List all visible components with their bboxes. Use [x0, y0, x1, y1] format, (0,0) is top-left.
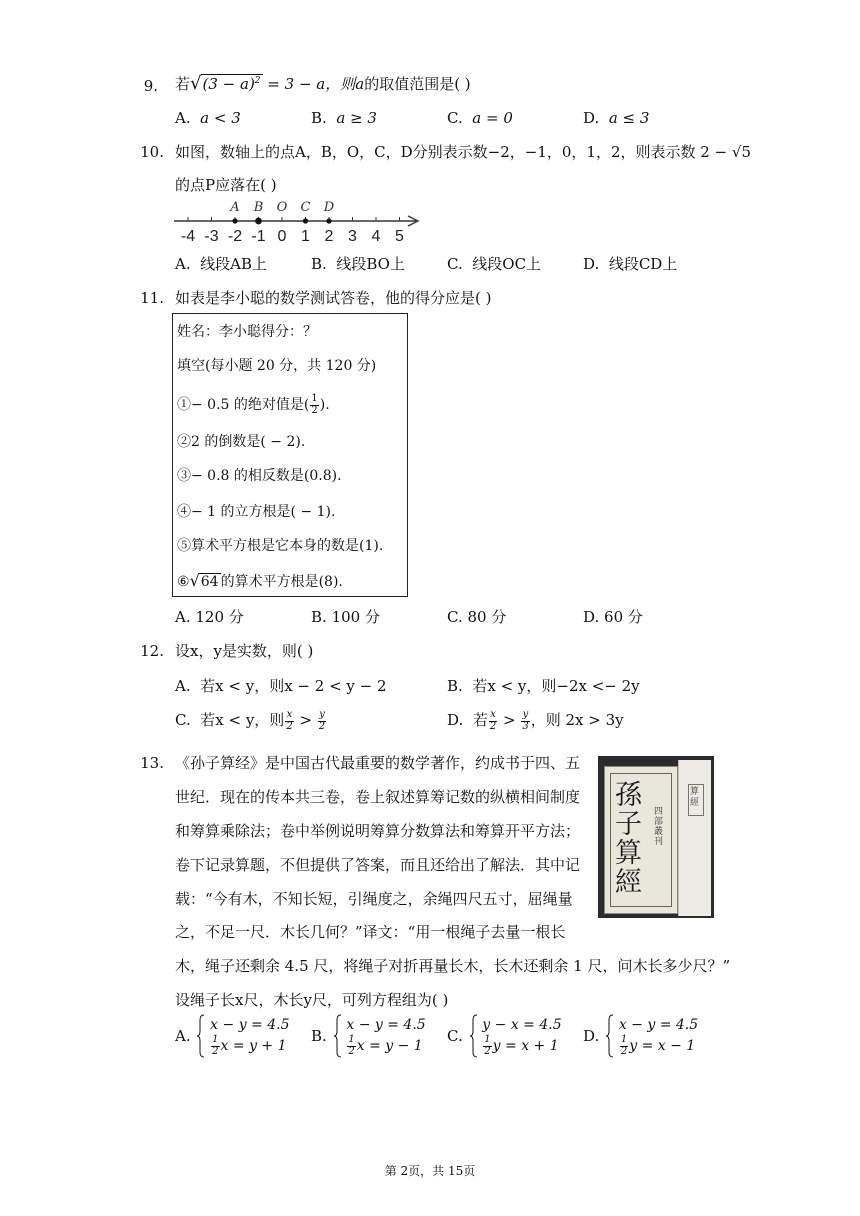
- brace-icon: [470, 1014, 478, 1058]
- option-label: D.: [583, 1027, 600, 1045]
- equation-1: y − x = 4.5: [482, 1016, 562, 1033]
- answer-sheet-instructions: 填空(每小题 20 分，共 120 分): [177, 358, 377, 374]
- option-text: 60 分: [604, 608, 643, 626]
- q12-stem: 设x，y是实数，则( ): [175, 642, 314, 660]
- q11-stem: 如表是李小聪的数学测试答卷，他的得分应是( ): [175, 289, 492, 307]
- equation-1: x − y = 4.5: [210, 1016, 290, 1033]
- axis-tick-label: 1: [301, 228, 310, 245]
- option-label: B.: [311, 1027, 327, 1045]
- denominator: 2: [484, 1045, 491, 1057]
- q10-stem-line1: 如图，数轴上的点A，B，O，C，D分别表示数−2，−1，0，1，2，则表示数 2 − √5: [175, 143, 752, 161]
- option-label: D.: [583, 608, 600, 626]
- book-title: 孫子算經: [615, 780, 642, 898]
- axis-point: [255, 218, 262, 225]
- denominator: 2: [286, 720, 293, 732]
- q10-option-d: [583, 255, 677, 273]
- brace-icon: [334, 1014, 342, 1058]
- axis-point: [232, 218, 237, 223]
- page-footer: 第 2页，共 15页: [384, 1164, 476, 1178]
- answer-item-6-text: 的算术平方根是(8).: [220, 574, 343, 590]
- denominator: 2: [620, 1045, 628, 1057]
- q9-stem-prefix: 若: [175, 75, 191, 93]
- axis-tick-label: -4: [180, 228, 196, 245]
- q12-option-c: [175, 710, 327, 732]
- denominator: 2: [212, 1045, 219, 1057]
- equation-system: [346, 1015, 425, 1057]
- option-label: A.: [175, 109, 191, 127]
- axis-tick-label: -2: [227, 228, 243, 245]
- equation-1: x − y = 4.5: [346, 1016, 426, 1033]
- option-label: C.: [447, 109, 463, 127]
- q9-exponent: 2: [254, 76, 261, 86]
- option-text: 线段OC上: [472, 255, 542, 273]
- answer-sheet-name: 姓名：李小聪得分：？: [177, 324, 317, 340]
- book-cover: [604, 766, 678, 914]
- q13-line-3: 和筹算乘除法；卷中举例说明筹算分数算法和筹算开平方法；: [175, 822, 581, 840]
- equation-2-text: y = x − 1: [629, 1038, 696, 1055]
- option-text: 若x < y，则: [200, 711, 285, 729]
- q10-number: 10.: [140, 143, 164, 161]
- option-text: a ≥ 3: [336, 109, 377, 127]
- fraction: [347, 1035, 355, 1057]
- sqrt-sign: √: [190, 73, 202, 94]
- book-spine: [678, 760, 711, 916]
- option-label: C.: [175, 711, 191, 729]
- q12-option-a: [175, 677, 387, 695]
- q10-option-b: [311, 255, 405, 273]
- axis-tick-label: 2: [324, 228, 334, 245]
- q13-line-8: 设绳子长x尺，木长y尺，可列方程组为( ): [175, 991, 449, 1009]
- q11-option-b: [311, 608, 380, 626]
- equation-system: [210, 1015, 289, 1057]
- brace-icon: [197, 1014, 205, 1058]
- q9-stem: [175, 73, 471, 95]
- option-label: A.: [175, 1027, 191, 1045]
- numerator: 1: [311, 393, 318, 404]
- option-text: a < 3: [200, 109, 241, 127]
- q12-option-b: [447, 677, 640, 695]
- option-text: a ≤ 3: [608, 109, 650, 127]
- denominator: 2: [311, 404, 318, 416]
- numerator: 1: [484, 1034, 491, 1046]
- q13-line-4: 卷下记录算题，不但提供了答案，而且还给出了解法．其中记: [175, 856, 581, 874]
- option-label: A.: [175, 677, 191, 695]
- q13-option-a: [175, 1014, 290, 1058]
- fraction: [285, 710, 293, 732]
- q13-line-1: 《孙子算经》是中国古代最重要的数学著作，约成书于四、五: [175, 754, 581, 772]
- option-label: D.: [447, 711, 464, 729]
- option-text: 若x < y，则−2x <− 2y: [472, 677, 640, 695]
- option-label: B.: [447, 677, 463, 695]
- option-text: 100 分: [331, 608, 380, 626]
- q13-option-d: [583, 1014, 698, 1058]
- equation-system: [482, 1015, 561, 1057]
- axis-tick-label: 4: [371, 228, 381, 245]
- fraction: [620, 1035, 628, 1057]
- q11-option-c: [447, 608, 506, 626]
- q13-number: 13.: [140, 754, 164, 772]
- q13-line-6: 之，不足一尺．木长几何？”译文：“用一根绳子去量一根长: [175, 923, 566, 941]
- option-label: B.: [311, 608, 327, 626]
- q9-stem-middle: = 3 − a，则: [262, 75, 356, 93]
- numerator: 1: [348, 1034, 355, 1046]
- q12-option-d: [447, 710, 624, 732]
- equation-2-text: y = x + 1: [492, 1038, 559, 1055]
- denominator: 2: [348, 1045, 355, 1057]
- answer-item-6-num: ⑥: [177, 574, 190, 590]
- answer-item-6-radicand: 64: [200, 574, 219, 590]
- q9-radicand: [201, 74, 263, 93]
- option-text: 线段BO上: [336, 255, 405, 273]
- answer-item-4: ④− 1 的立方根是( − 1).: [177, 504, 336, 520]
- denominator: 2: [318, 720, 326, 732]
- q9-variable: a: [355, 75, 365, 93]
- answer-item-1-text: ①− 0.5 的绝对值是(: [177, 397, 310, 413]
- axis-point-label: D: [323, 200, 335, 215]
- axis-point: [303, 218, 308, 223]
- q13-line-7: 木，绳子还剩余 4.5 尺，将绳子对折再量长木，长木还剩余 1 尺，问木长多少尺？”: [175, 957, 731, 975]
- equation-2: [482, 1035, 561, 1057]
- axis-point-label: A: [230, 200, 240, 215]
- answer-item-6: [177, 571, 343, 591]
- numerator: 1: [620, 1034, 628, 1046]
- q12-number: 12.: [140, 642, 164, 660]
- q9-radicand-expr: (3 − a): [202, 75, 255, 93]
- denominator: 3: [522, 720, 529, 732]
- q13-option-b: [311, 1014, 426, 1058]
- q9-option-b: [311, 109, 377, 127]
- fraction: [318, 710, 326, 732]
- option-label: C.: [447, 255, 463, 273]
- axis-point-label: C: [300, 200, 311, 215]
- q9-number: 9.: [143, 77, 158, 95]
- option-label: D.: [583, 255, 600, 273]
- answer-sheet-box: [172, 313, 408, 597]
- option-label: B.: [311, 109, 327, 127]
- q10-stem-line2: 的点P应落在( ): [175, 176, 277, 194]
- book-small-label: 四部叢刊: [654, 807, 664, 847]
- numerator: x: [490, 709, 496, 720]
- answer-item-3: ③− 0.8 的相反数是(0.8).: [177, 468, 342, 484]
- equation-2: [619, 1035, 698, 1057]
- q13-line-5: 载：“今有木，不知长短，引绳度之，余绳四尺五寸，屈绳量: [175, 890, 573, 908]
- option-text: 80 分: [467, 608, 507, 626]
- q9-stem-suffix: 的取值范围是( ): [364, 75, 471, 93]
- number-line-figure: [172, 197, 424, 245]
- option-label: A.: [175, 608, 191, 626]
- equation-2: [210, 1035, 289, 1057]
- option-text: a = 0: [472, 109, 513, 127]
- fraction: [211, 1035, 219, 1057]
- q9-option-c: [447, 109, 513, 127]
- q11-option-a: [175, 608, 244, 626]
- axis-tick-label: -1: [251, 228, 266, 245]
- fraction: [521, 710, 529, 732]
- axis-point-label: B: [253, 200, 264, 215]
- q11-number: 11.: [140, 289, 164, 307]
- equation-2-text: x = y − 1: [356, 1038, 423, 1055]
- comparison: >: [498, 711, 521, 729]
- option-label: B.: [311, 255, 327, 273]
- q10-option-a: [175, 255, 267, 273]
- comparison: >: [294, 711, 317, 729]
- denominator: 2: [489, 720, 497, 732]
- option-text: 若: [472, 711, 488, 729]
- fraction: [483, 1035, 491, 1057]
- sunzi-suanjing-book-image: [598, 756, 714, 918]
- equation-1: x − y = 4.5: [618, 1016, 699, 1033]
- sqrt-sign: √: [189, 571, 200, 590]
- numerator: y: [319, 709, 325, 720]
- q13-option-c: [447, 1014, 562, 1058]
- q10-option-c: [447, 255, 541, 273]
- option-label: A.: [175, 255, 191, 273]
- answer-item-2: ②2 的倒数是( − 2).: [177, 434, 306, 450]
- axis-tick-label: 3: [348, 228, 357, 245]
- fraction: [310, 394, 318, 416]
- numerator: x: [286, 709, 293, 720]
- equation-2: [346, 1035, 425, 1057]
- axis-point: [326, 218, 331, 223]
- option-label: C.: [447, 1027, 463, 1045]
- q9-option-d: [583, 109, 649, 127]
- answer-item-1-end: ).: [319, 397, 330, 413]
- brace-icon: [606, 1014, 614, 1058]
- answer-item-5: ⑤算术平方根是它本身的数是(1).: [177, 538, 384, 554]
- option-label: D.: [583, 109, 600, 127]
- book-spine-label: 算經: [690, 787, 700, 808]
- option-label: C.: [447, 608, 463, 626]
- fraction: [489, 710, 497, 732]
- answer-item-1: [177, 394, 330, 416]
- option-text-end: ，则 2x > 3y: [530, 711, 624, 729]
- axis-tick-label: -3: [204, 228, 219, 245]
- option-text: 线段CD上: [608, 255, 678, 273]
- equation-2-text: x = y + 1: [220, 1038, 287, 1055]
- option-text: 若x < y，则x − 2 < y − 2: [200, 677, 387, 695]
- q11-option-d: [583, 608, 643, 626]
- option-text: 120 分: [195, 608, 244, 626]
- equation-system: [619, 1015, 698, 1057]
- q13-line-2: 世纪．现在的传本共三卷，卷上叙述算筹记数的纵横相间制度: [175, 788, 581, 806]
- axis-tick-label: 5: [395, 228, 404, 245]
- axis-tick-label: 0: [277, 228, 287, 245]
- numerator: y: [522, 709, 529, 720]
- numerator: 1: [212, 1034, 219, 1046]
- axis-point-label: O: [276, 200, 288, 215]
- q9-option-a: [175, 109, 241, 127]
- option-text: 线段AB上: [200, 255, 268, 273]
